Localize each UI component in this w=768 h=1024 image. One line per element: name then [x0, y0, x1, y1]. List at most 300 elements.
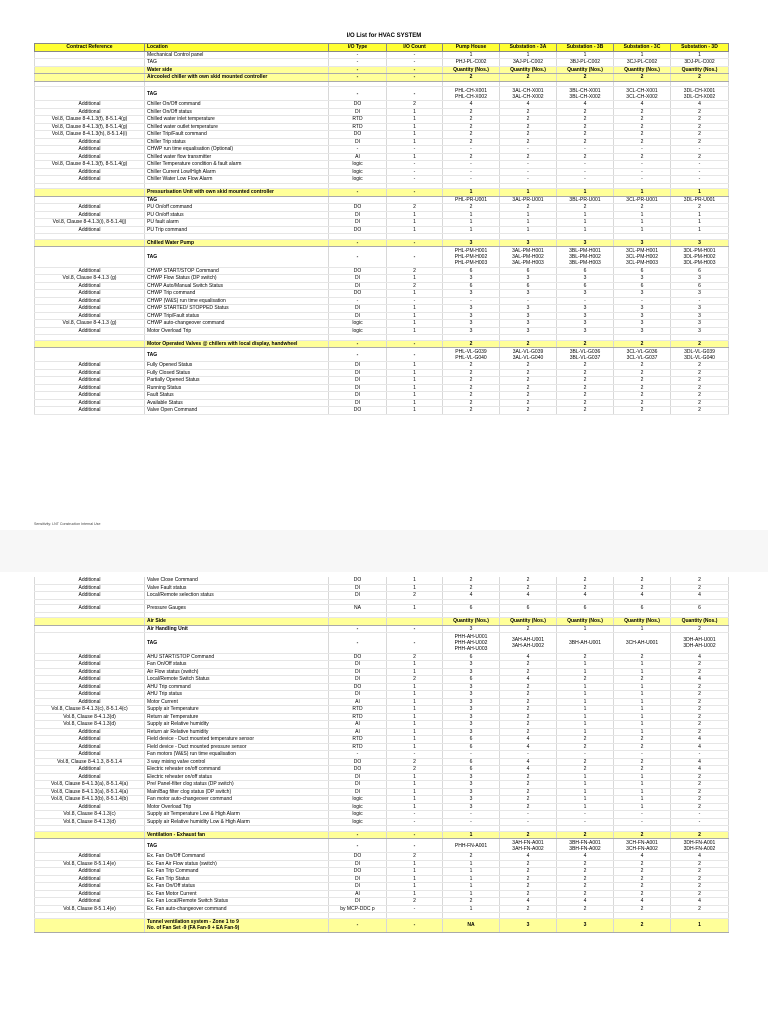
cell-col-1: Chiller Temperature condition & fault alarm — [145, 161, 329, 169]
cell-col-2: DO — [329, 653, 387, 661]
cell-col-6: 3 — [557, 239, 614, 247]
cell-col-6: 2 — [557, 74, 614, 82]
table-row — [35, 138, 729, 146]
cell-col-3: 2 — [387, 853, 443, 861]
cell-col-6: 3BL-PM-H001 3BL-PM-H002 3BL-PM-H003 — [557, 247, 614, 268]
cell-col-7: 1 — [614, 691, 671, 699]
cell-col-2: DO — [329, 683, 387, 691]
cell-col-2 — [329, 196, 387, 204]
tag-row — [35, 625, 729, 633]
cell-col-5: 2 — [500, 377, 557, 385]
cell-col-3: - — [387, 161, 443, 169]
cell-col-6: 1 — [557, 796, 614, 804]
cell-col-4: - — [443, 297, 500, 305]
cell-col-7: 3 — [614, 275, 671, 283]
cell-col-0: Additional — [35, 773, 145, 781]
cell-col-8: 2 — [671, 340, 729, 348]
cell-col-3: 1 — [387, 392, 443, 400]
cell-col-5: 2 — [500, 721, 557, 729]
cell-col-8: 2 — [671, 831, 729, 839]
cell-col-2: - — [329, 247, 387, 268]
cell-col-0 — [35, 618, 145, 626]
cell-col-0: Additional — [35, 592, 145, 600]
cell-col-4: 2 — [443, 138, 500, 146]
cell-col-4: 3 — [443, 713, 500, 721]
header-substation-3a: Substation - 3A — [500, 44, 557, 52]
cell-col-4: 3 — [443, 625, 500, 633]
cell-col-4: PHH-AH-U001 PHH-AH-U002 PHH-AH-U003 — [443, 633, 500, 654]
table-row — [35, 691, 729, 699]
cell-col-1: Return air Temperature — [145, 713, 329, 721]
footer-sensitivity: Sensitivity: LNT Construction Internal Use — [34, 522, 101, 526]
cell-col-5: 3 — [500, 320, 557, 328]
cell-col-7: 1 — [614, 698, 671, 706]
cell-col-7: Quantity (Nos.) — [614, 618, 671, 626]
cell-col-5: Quantity (Nos.) — [500, 618, 557, 626]
cell-col-1: AHU START/STOP Command — [145, 653, 329, 661]
cell-col-0: Additional — [35, 362, 145, 370]
tag-row — [35, 348, 729, 362]
cell-col-2: - — [329, 239, 387, 247]
cell-col-6: 2 — [557, 384, 614, 392]
cell-col-5: 2 — [500, 831, 557, 839]
cell-col-4: 1 — [443, 211, 500, 219]
cell-col-3 — [387, 618, 443, 626]
table-row — [35, 123, 729, 131]
table-row — [35, 290, 729, 298]
cell-col-3: 2 — [387, 101, 443, 109]
header-location: Location — [145, 44, 329, 52]
cell-col-5: 3AJ-PL-C002 — [500, 59, 557, 67]
cell-col-2: DI — [329, 875, 387, 883]
cell-col-0: Additional — [35, 204, 145, 212]
cell-col-8: 6 — [671, 267, 729, 275]
cell-col-0: Vol.8, Clause 8-4.1.3 (g) — [35, 320, 145, 328]
cell-col-8: 2 — [671, 905, 729, 913]
cell-col-7: 1 — [614, 781, 671, 789]
cell-col-5: - — [500, 168, 557, 176]
cell-col-6: 1 — [557, 773, 614, 781]
cell-col-8: 1 — [671, 211, 729, 219]
cell-col-6: 3 — [557, 918, 614, 932]
cell-col-6: 2 — [557, 653, 614, 661]
cell-col-0: Additional — [35, 803, 145, 811]
cell-col-2: DI — [329, 211, 387, 219]
cell-col-4: 1 — [443, 226, 500, 234]
cell-col-2: DO — [329, 766, 387, 774]
cell-col-4: 2 — [443, 108, 500, 116]
cell-col-4: 2 — [443, 577, 500, 584]
cell-col-5: 2 — [500, 407, 557, 415]
table-row — [35, 312, 729, 320]
cell-col-7: 3CH-FN-A001 3CH-FN-A002 — [614, 839, 671, 853]
cell-col-3: 2 — [387, 758, 443, 766]
cell-col-0 — [35, 189, 145, 197]
cell-col-0: Additional — [35, 392, 145, 400]
cell-col-4: 3 — [443, 275, 500, 283]
cell-col-6: 1 — [557, 661, 614, 669]
cell-col-7: 2 — [614, 399, 671, 407]
cell-col-6: - — [557, 811, 614, 819]
cell-col-3: - — [387, 348, 443, 362]
cell-col-3: 1 — [387, 713, 443, 721]
cell-col-6: 3BL-CH-X001 3BL-CH-X002 — [557, 87, 614, 101]
cell-col-5: 2 — [500, 868, 557, 876]
table-row — [35, 890, 729, 898]
cell-col-0: Additional — [35, 691, 145, 699]
cell-col-8: 3 — [671, 305, 729, 313]
cell-col-6: - — [557, 176, 614, 184]
cell-col-2: logic — [329, 161, 387, 169]
cell-col-6: 1 — [557, 713, 614, 721]
cell-col-1: Ex. Fan Air Flow status (switch) — [145, 860, 329, 868]
cell-col-1: Chilled water inlet temperature — [145, 116, 329, 124]
table-row — [35, 327, 729, 335]
table-row — [35, 743, 729, 751]
cell-col-2: RTD — [329, 713, 387, 721]
cell-col-0: Vol.8, Clause 8-4.1.3, 8-5.1.4 — [35, 758, 145, 766]
cell-col-1: Motor Operated Valves @ chillers with local display, handwheel — [145, 340, 329, 348]
cell-col-7: 6 — [614, 282, 671, 290]
cell-col-5: 4 — [500, 853, 557, 861]
cell-col-3: 1 — [387, 369, 443, 377]
cell-col-7: 1 — [614, 189, 671, 197]
cell-col-1: Local/Remote Switch Status — [145, 676, 329, 684]
table-row — [35, 584, 729, 592]
cell-col-7: 1 — [614, 211, 671, 219]
cell-col-8: - — [671, 818, 729, 826]
cell-col-5: 2 — [500, 584, 557, 592]
cell-col-3: 1 — [387, 860, 443, 868]
cell-col-0 — [35, 196, 145, 204]
cell-col-7: 1 — [614, 788, 671, 796]
cell-col-0: Additional — [35, 407, 145, 415]
cell-col-0: Additional — [35, 226, 145, 234]
table-row — [35, 668, 729, 676]
cell-col-6: 2 — [557, 676, 614, 684]
cell-col-7: 3CL-PR-U001 — [614, 196, 671, 204]
table-row — [35, 713, 729, 721]
cell-col-3: 1 — [387, 875, 443, 883]
cell-col-2: DO — [329, 204, 387, 212]
cell-col-0: Additional — [35, 890, 145, 898]
cell-col-3: - — [387, 51, 443, 59]
cell-col-8: Quantity (Nos.) — [671, 618, 729, 626]
cell-col-4: 3 — [443, 683, 500, 691]
cell-col-2: - — [329, 87, 387, 101]
cell-col-8: 3 — [671, 327, 729, 335]
cell-col-6: 2 — [557, 377, 614, 385]
cell-col-0: Additional — [35, 883, 145, 891]
cell-col-6: 3BH-AH-U001 — [557, 633, 614, 654]
cell-col-1: Supply air Relative humidity Low & High Alarm — [145, 818, 329, 826]
cell-col-4: - — [443, 168, 500, 176]
cell-col-1: Local/Remote selection status — [145, 592, 329, 600]
cell-col-1: CHWP Auto/Manual Switch Status — [145, 282, 329, 290]
cell-col-5: 2 — [500, 668, 557, 676]
cell-col-1: AHU Trip status — [145, 691, 329, 699]
cell-col-0 — [35, 66, 145, 74]
cell-col-7: 1 — [614, 721, 671, 729]
table-row — [35, 101, 729, 109]
cell-col-2: logic — [329, 168, 387, 176]
cell-col-3: 2 — [387, 267, 443, 275]
cell-col-3: 1 — [387, 781, 443, 789]
cell-col-5: 3AL-VL-G039 3AL-VL-G040 — [500, 348, 557, 362]
cell-col-8: 6 — [671, 605, 729, 613]
cell-col-0: Additional — [35, 327, 145, 335]
cell-col-6: 1 — [557, 219, 614, 227]
cell-col-6: - — [557, 751, 614, 759]
cell-col-5: 2 — [500, 713, 557, 721]
cell-col-3: 1 — [387, 407, 443, 415]
cell-col-7: 2 — [614, 676, 671, 684]
cell-col-5: 6 — [500, 282, 557, 290]
cell-col-3: 2 — [387, 204, 443, 212]
cell-col-7: 3CH-AH-U001 — [614, 633, 671, 654]
table-row — [35, 811, 729, 819]
cell-col-6: 2 — [557, 736, 614, 744]
cell-col-2: DI — [329, 584, 387, 592]
cell-col-5: 4 — [500, 101, 557, 109]
cell-col-6: 3 — [557, 312, 614, 320]
cell-col-3: - — [387, 74, 443, 82]
table-row — [35, 653, 729, 661]
cell-col-1: Electric reheater on/off command — [145, 766, 329, 774]
cell-col-3: 1 — [387, 743, 443, 751]
cell-col-3: 2 — [387, 592, 443, 600]
cell-col-6: 2 — [557, 108, 614, 116]
cell-col-7: 1 — [614, 713, 671, 721]
cell-col-7: 2 — [614, 138, 671, 146]
table-row — [35, 853, 729, 861]
cell-col-0: Additional — [35, 577, 145, 584]
cell-col-6: 1 — [557, 721, 614, 729]
cell-col-7: 2 — [614, 116, 671, 124]
cell-col-0: Vol.8, Clause 8-5.1.4(e) — [35, 860, 145, 868]
cell-col-2: - — [329, 839, 387, 853]
cell-col-2: DI — [329, 661, 387, 669]
cell-col-7: 2 — [614, 369, 671, 377]
cell-col-2: logic — [329, 803, 387, 811]
cell-col-1: PU fault alarm — [145, 219, 329, 227]
cell-col-4: PHL-PM-H001 PHL-PM-H002 PHL-PM-H003 — [443, 247, 500, 268]
cell-col-3: 1 — [387, 788, 443, 796]
cell-col-4: 2 — [443, 123, 500, 131]
cell-col-4: 1 — [443, 860, 500, 868]
cell-col-8: 2 — [671, 116, 729, 124]
cell-col-1: Return air Relative humidity — [145, 728, 329, 736]
cell-col-6: Quantity (Nos.) — [557, 618, 614, 626]
cell-col-2: DI — [329, 384, 387, 392]
cell-col-2: DI — [329, 369, 387, 377]
cell-col-4: 2 — [443, 384, 500, 392]
cell-col-8: 1 — [671, 918, 729, 932]
cell-col-6: - — [557, 161, 614, 169]
cell-col-5: 2 — [500, 781, 557, 789]
cell-col-1: Main/Bag filter clog status (DP switch) — [145, 788, 329, 796]
cell-col-6: 2 — [557, 340, 614, 348]
cell-col-1: Chiller Current Low/High Alarm — [145, 168, 329, 176]
cell-col-7: 2 — [614, 108, 671, 116]
cell-col-8: 2 — [671, 399, 729, 407]
cell-col-2: AI — [329, 890, 387, 898]
cell-col-4: 3 — [443, 305, 500, 313]
cell-col-2: logic — [329, 176, 387, 184]
section-header-row — [35, 340, 729, 348]
cell-col-3: 1 — [387, 312, 443, 320]
cell-col-5: 6 — [500, 605, 557, 613]
table-row — [35, 153, 729, 161]
table-row — [35, 407, 729, 415]
cell-col-1: Mechanical Control panel — [145, 51, 329, 59]
cell-col-3: 1 — [387, 577, 443, 584]
cell-col-5: 1 — [500, 189, 557, 197]
cell-col-7: 2 — [614, 831, 671, 839]
cell-col-4: 2 — [443, 340, 500, 348]
cell-col-2: RTD — [329, 736, 387, 744]
cell-col-2: DI — [329, 275, 387, 283]
cell-col-1: Air Handling Unit — [145, 625, 329, 633]
cell-col-8: 2 — [671, 377, 729, 385]
cell-col-5: 4 — [500, 592, 557, 600]
cell-col-6: 1 — [557, 226, 614, 234]
cell-col-7: 2 — [614, 577, 671, 584]
cell-col-2: DO — [329, 131, 387, 139]
cell-col-3: 1 — [387, 384, 443, 392]
table-row — [35, 131, 729, 139]
cell-col-4: 2 — [443, 204, 500, 212]
cell-col-4: 3 — [443, 796, 500, 804]
cell-col-7: 3 — [614, 305, 671, 313]
cell-col-6: 3BH-FN-A001 3BH-FN-A002 — [557, 839, 614, 853]
cell-col-6: 4 — [557, 853, 614, 861]
table-row — [35, 818, 729, 826]
cell-col-5: 1 — [500, 219, 557, 227]
cell-col-2: DO — [329, 267, 387, 275]
header-io-count: I/O Count — [387, 44, 443, 52]
table-row — [35, 51, 729, 59]
cell-col-0: Additional — [35, 875, 145, 883]
cell-col-5: - — [500, 176, 557, 184]
cell-col-6: 1 — [557, 189, 614, 197]
cell-col-0: Additional — [35, 661, 145, 669]
cell-col-6: 2 — [557, 758, 614, 766]
cell-col-0: Vol.8, Clause 8-4.1.3(a), 8-5.1.4(a) — [35, 788, 145, 796]
cell-col-6: 1 — [557, 625, 614, 633]
cell-col-4: - — [443, 176, 500, 184]
cell-col-5: 3 — [500, 275, 557, 283]
table-row — [35, 758, 729, 766]
cell-col-8: 4 — [671, 676, 729, 684]
io-table-page-1 — [34, 43, 729, 415]
cell-col-6: 2 — [557, 399, 614, 407]
cell-col-8: 2 — [671, 625, 729, 633]
table-row — [35, 399, 729, 407]
header-pump-house: Pump House — [443, 44, 500, 52]
cell-col-8: 2 — [671, 788, 729, 796]
section-header-row — [35, 239, 729, 247]
cell-col-4: 3 — [443, 698, 500, 706]
cell-col-7: 2 — [614, 74, 671, 82]
cell-col-8: - — [671, 297, 729, 305]
cell-col-7: 1 — [614, 773, 671, 781]
cell-col-8: 2 — [671, 706, 729, 714]
cell-col-1: Valve Close Command — [145, 577, 329, 584]
cell-col-0: Vol.8, Clause 8-4.1.3(f), 8-5.1.4(g) — [35, 161, 145, 169]
cell-col-0 — [35, 839, 145, 853]
cell-col-6: 6 — [557, 605, 614, 613]
cell-col-5: Quantity (Nos.) — [500, 66, 557, 74]
cell-col-2: AI — [329, 153, 387, 161]
cell-col-2: DI — [329, 668, 387, 676]
cell-col-1: Ex. Fan Trip Command — [145, 868, 329, 876]
cell-col-0: Additional — [35, 584, 145, 592]
cell-col-7: 2 — [614, 204, 671, 212]
cell-col-5: 3 — [500, 290, 557, 298]
section-header-row — [35, 74, 729, 82]
table-row — [35, 226, 729, 234]
table-row — [35, 320, 729, 328]
cell-col-6: 3 — [557, 320, 614, 328]
cell-col-5: 2 — [500, 905, 557, 913]
table-row — [35, 362, 729, 370]
cell-col-3: 2 — [387, 676, 443, 684]
cell-col-3: - — [387, 918, 443, 932]
cell-col-0: Additional — [35, 668, 145, 676]
cell-col-2: - — [329, 189, 387, 197]
cell-col-1: Electric reheater on/off status — [145, 773, 329, 781]
cell-col-3: 2 — [387, 898, 443, 906]
cell-col-8: 3DL-CH-X001 3DL-CH-X002 — [671, 87, 729, 101]
cell-col-6: 1 — [557, 668, 614, 676]
cell-col-5: 2 — [500, 74, 557, 82]
cell-col-4: 3 — [443, 721, 500, 729]
cell-col-3: - — [387, 340, 443, 348]
cell-col-6: 1 — [557, 691, 614, 699]
cell-col-6: 2 — [557, 743, 614, 751]
cell-col-1: Ex. Fan Motor Current — [145, 890, 329, 898]
cell-col-6: 1 — [557, 728, 614, 736]
table-row — [35, 706, 729, 714]
table-row — [35, 369, 729, 377]
cell-col-5: 2 — [500, 392, 557, 400]
page-2 — [0, 572, 768, 1024]
cell-col-8: 4 — [671, 758, 729, 766]
cell-col-7: 1 — [614, 796, 671, 804]
cell-col-8: 2 — [671, 868, 729, 876]
table-row — [35, 676, 729, 684]
cell-col-0 — [35, 625, 145, 633]
cell-col-2: DI — [329, 377, 387, 385]
cell-col-0: Additional — [35, 377, 145, 385]
cell-col-8: 2 — [671, 661, 729, 669]
cell-col-0: Additional — [35, 211, 145, 219]
cell-col-2: DI — [329, 399, 387, 407]
cell-col-8: 2 — [671, 74, 729, 82]
cell-col-1: PU Trip command — [145, 226, 329, 234]
cell-col-5: 4 — [500, 736, 557, 744]
table-row — [35, 305, 729, 313]
cell-col-6: 2 — [557, 577, 614, 584]
cell-col-1: PU On/off status — [145, 211, 329, 219]
tag-row — [35, 196, 729, 204]
cell-col-3: - — [387, 59, 443, 67]
cell-col-2: DI — [329, 691, 387, 699]
cell-col-7: - — [614, 751, 671, 759]
cell-col-0: Additional — [35, 898, 145, 906]
cell-col-1: Motor Overload Trip — [145, 327, 329, 335]
